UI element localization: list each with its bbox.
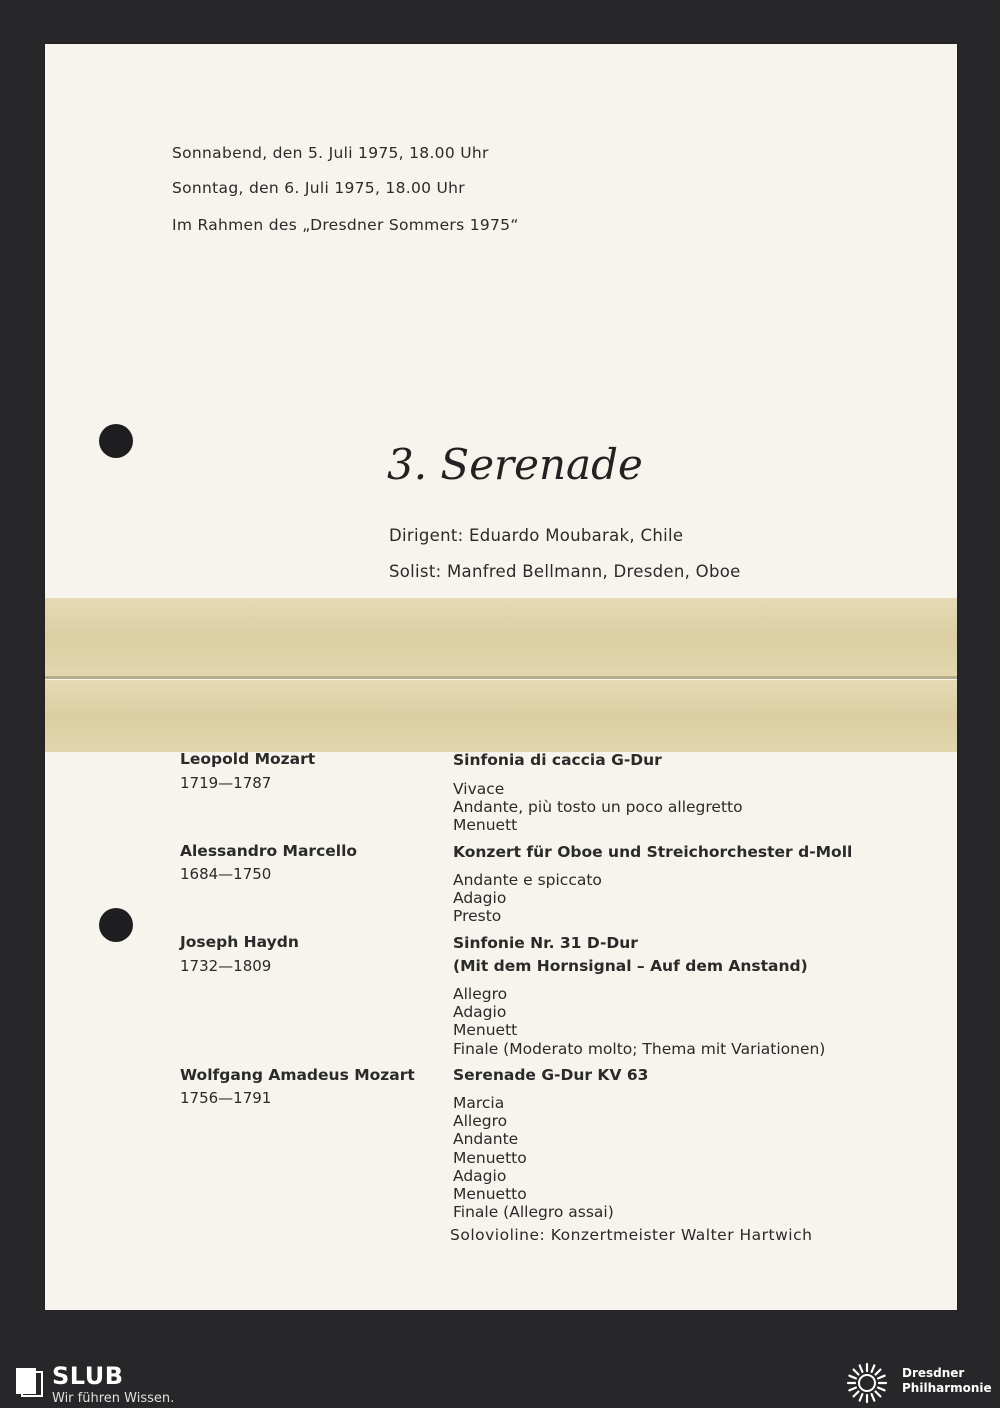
movement: Andante (453, 1130, 519, 1148)
adhesive-tape-strip (45, 598, 957, 676)
work-subtitle: (Mit dem Hornsignal – Auf dem Anstand) (453, 957, 808, 975)
composer-name: Wolfgang Amadeus Mozart (180, 1066, 415, 1084)
movement: Marcia (453, 1094, 505, 1112)
movement: Finale (Allegro assai) (453, 1203, 614, 1221)
composer-years: 1684—1750 (180, 865, 272, 883)
footer-bar (0, 1358, 1000, 1408)
date-line-1: Sonnabend, den 5. Juli 1975, 18.00 Uhr (172, 144, 489, 162)
movement: Andante, più tosto un poco allegretto (453, 798, 743, 816)
movement: Menuetto (453, 1149, 527, 1167)
concert-title: 3. Serenade (387, 440, 643, 489)
library-name[interactable]: SLUB (52, 1362, 124, 1390)
punch-hole (99, 908, 133, 942)
movement: Allegro (453, 1112, 508, 1130)
library-slogan: Wir führen Wissen. (52, 1391, 175, 1406)
movement: Adagio (453, 1167, 507, 1185)
movement: Allegro (453, 985, 508, 1003)
festival-line: Im Rahmen des „Dresdner Sommers 1975“ (172, 216, 519, 234)
soloist-credit: Solist: Manfred Bellmann, Dresden, Oboe (389, 562, 741, 581)
composer-years: 1756—1791 (180, 1089, 272, 1107)
work-title: Sinfonie Nr. 31 D-Dur (453, 934, 638, 952)
partner-name[interactable]: Dresdner Philharmonie (902, 1366, 992, 1395)
movement: Presto (453, 907, 502, 925)
movement: Adagio (453, 1003, 507, 1021)
movement: Andante e spiccato (453, 871, 602, 889)
book-icon (14, 1366, 44, 1398)
movement: Menuetto (453, 1185, 527, 1203)
solo-violin-credit: Solovioline: Konzertmeister Walter Hartwich (450, 1226, 813, 1244)
work-title: Serenade G-Dur KV 63 (453, 1066, 649, 1084)
program-sheet (45, 44, 957, 1310)
movement: Menuett (453, 1021, 518, 1039)
paper-fold (45, 676, 957, 679)
composer-name: Alessandro Marcello (180, 842, 358, 860)
punch-hole (99, 424, 133, 458)
composer-name: Joseph Haydn (180, 933, 299, 951)
adhesive-tape-strip (45, 680, 957, 752)
movement: Menuett (453, 816, 518, 834)
movement: Adagio (453, 889, 507, 907)
date-line-2: Sonntag, den 6. Juli 1975, 18.00 Uhr (172, 179, 465, 197)
movement: Finale (Moderato molto; Thema mit Variationen) (453, 1040, 826, 1058)
movement: Vivace (453, 780, 505, 798)
composer-years: 1719—1787 (180, 774, 272, 792)
work-title: Sinfonia di caccia G-Dur (453, 751, 662, 769)
composer-years: 1732—1809 (180, 957, 272, 975)
composer-name: Leopold Mozart (180, 750, 316, 768)
conductor-credit: Dirigent: Eduardo Moubarak, Chile (389, 526, 684, 545)
sunburst-icon (842, 1362, 892, 1404)
work-title: Konzert für Oboe und Streichorchester d-Moll (453, 843, 853, 861)
